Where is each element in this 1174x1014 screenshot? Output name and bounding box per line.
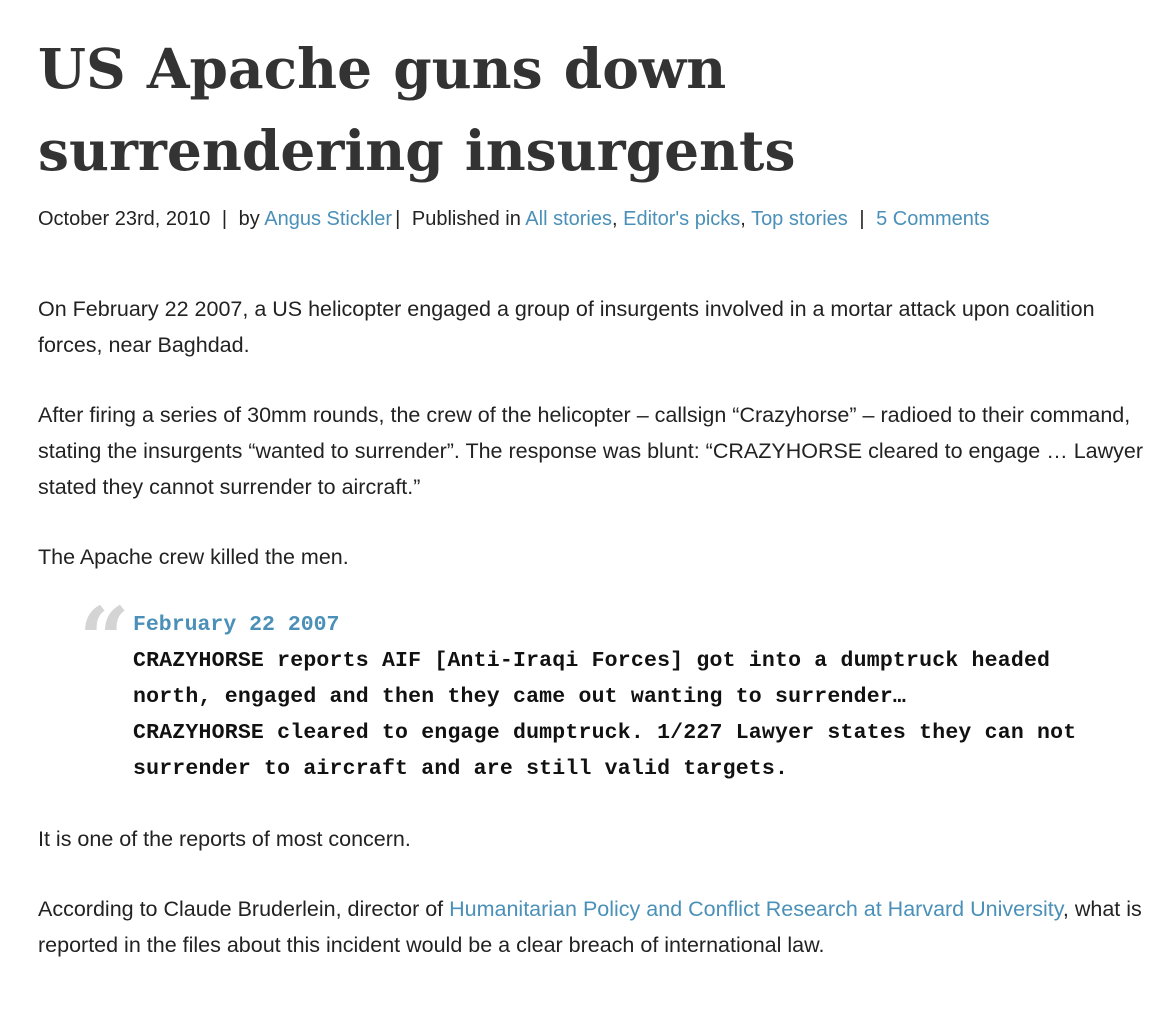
category-comma: , — [740, 208, 746, 230]
meta-separator: | — [221, 208, 228, 230]
author-link[interactable]: Angus Stickler — [264, 208, 393, 230]
comments-link[interactable]: 5 Comments — [876, 208, 990, 230]
report-blockquote — [79, 587, 1093, 787]
paragraph-5-text-end: , what is reported in the files about this incident would be a clear breach of international law. — [38, 897, 1142, 957]
paragraph-2: After firing a series of 30mm rounds, the crew of the helicopter – callsign “Crazyhorse” – radioed to their command, stating the insurgents “wanted to surrender”. The response was blunt: “CRAZYHORSE cleared to engage … Lawyer stated they cannot surrender to aircraft.” — [38, 403, 1144, 499]
post-date: October 23rd, 2010 — [38, 208, 211, 230]
paragraph-1: On February 22 2007, a US helicopter engaged a group of insurgents involved in a mortar attack upon coalition forces, near Baghdad. — [38, 297, 1095, 357]
paragraph-3: The Apache crew killed the men. — [38, 545, 349, 569]
article-meta — [38, 204, 1148, 234]
meta-separator: | — [859, 208, 865, 230]
category-link-top-stories[interactable]: Top stories — [751, 208, 848, 230]
quote-line-1: CRAZYHORSE reports AIF [Anti-Iraqi Forces] got into a dumptruck headed north, engaged and then they came out wanting to surrender… — [133, 649, 1051, 709]
quote-mark-icon: “ — [79, 587, 130, 691]
paragraph-5-text: According to Claude Bruderlein, director of — [38, 897, 450, 921]
category-link-all-stories[interactable]: All stories — [525, 208, 612, 230]
category-comma: , — [611, 208, 618, 230]
published-in-label: Published in — [411, 208, 521, 230]
by-label: by — [238, 208, 260, 230]
category-link-editors-picks[interactable]: Editor's picks — [623, 208, 741, 230]
article-title: US Apache guns down surrendering insurgents — [38, 36, 796, 183]
article — [38, 0, 1148, 963]
meta-separator: | — [395, 208, 401, 230]
harvard-hpcr-link[interactable]: Humanitarian Policy and Conflict Research at Harvard University — [449, 897, 1063, 921]
quote-line-2: CRAZYHORSE cleared to engage dumptruck. 1/227 Lawyer states they can not surrender to aircraft and are still valid targets. — [133, 721, 1077, 781]
paragraph-5 — [38, 891, 1148, 963]
paragraph-4: It is one of the reports of most concern. — [38, 827, 411, 851]
quote-date: February 22 2007 — [133, 613, 340, 637]
